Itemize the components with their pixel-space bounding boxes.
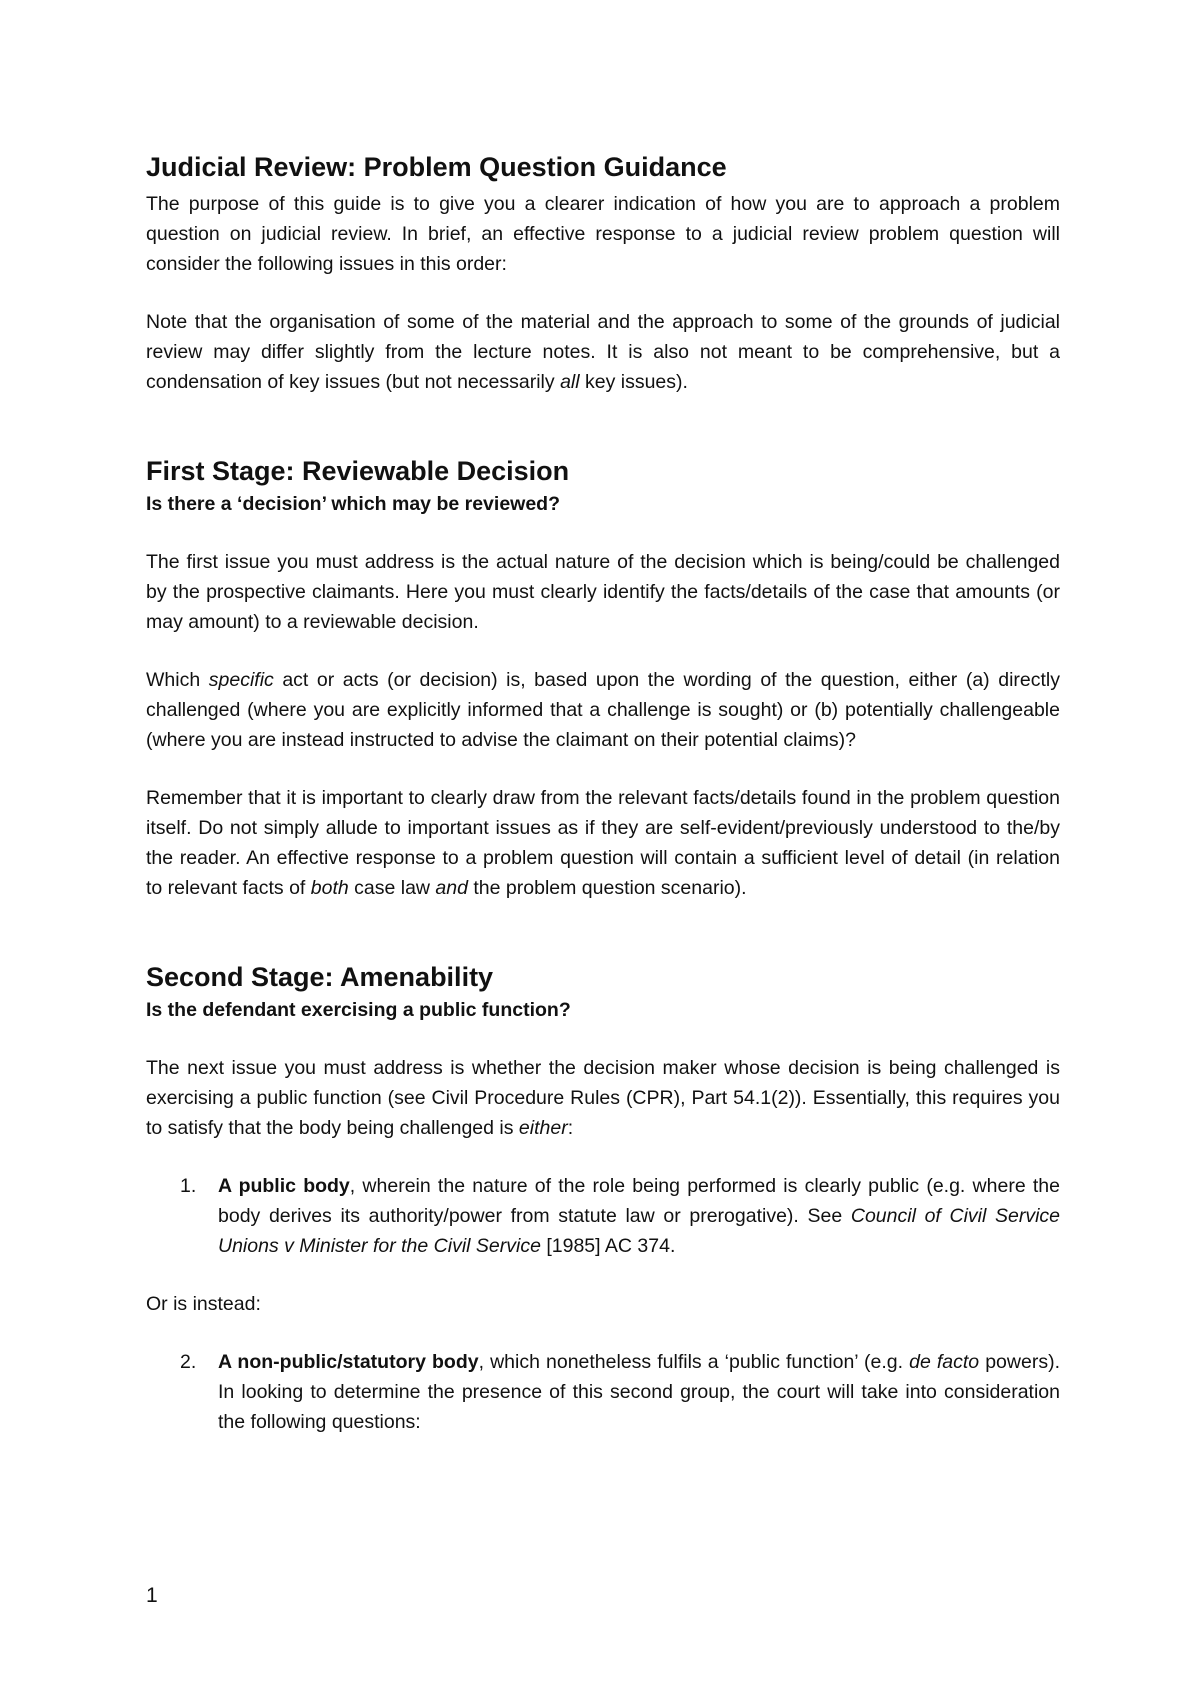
para2-text-b: act or acts (or decision) is, based upon the wording of the question, either (a) directly challenged (where you are explicitly informed that a challenge is sought) or (b) potentially challengeable (where you are instead instructed to advise the claimant on their potential claims)? bbox=[146, 669, 1060, 751]
note-text-b: key issues). bbox=[579, 371, 688, 393]
ss-para1-italic: either bbox=[518, 1117, 568, 1139]
second-stage-heading: Second Stage: Amenability bbox=[146, 962, 494, 992]
para3-text-c: the problem question scenario). bbox=[467, 877, 747, 899]
first-stage-heading: First Stage: Reviewable Decision bbox=[146, 456, 570, 486]
ss-para1-text-b: : bbox=[567, 1117, 574, 1139]
or-instead-text: Or is instead: bbox=[146, 1293, 261, 1315]
para3-text-a: Remember that it is important to clearly draw from the relevant facts/details found in the problem question itself. Do not simply allude to important issues as if they are self-evident/previously understood to the/by the reader. An effective response to a problem question will contain a sufficient level of detail (in relation to relevant facts of bbox=[146, 787, 1060, 899]
list-item-bold: A public body bbox=[218, 1175, 350, 1197]
list-item-non-public-body bbox=[146, 1347, 1060, 1437]
list-item-bold: A non-public/statutory body bbox=[218, 1351, 479, 1373]
amenability-list-1 bbox=[146, 1171, 1060, 1261]
list-item-text-b: powers). In looking to determine the presence of this second group, the court will take into consideration the following questions: bbox=[218, 1351, 1060, 1433]
para3-italic-both: both bbox=[310, 877, 349, 899]
first-stage-paragraph-1: The first issue you must address is the actual nature of the decision which is being/could be challenged by the prospective claimants. Here you must clearly identify the facts/details of the case that amounts (or may amount) to a reviewable decision. bbox=[146, 551, 1060, 633]
first-stage-paragraph-3 bbox=[146, 783, 1060, 903]
para2-text-a: Which bbox=[146, 669, 209, 691]
list-item-public-body bbox=[146, 1171, 1060, 1261]
note-paragraph bbox=[146, 307, 1060, 397]
list-item-italic: de facto bbox=[909, 1351, 980, 1373]
list-item-text-b: [1985] AC 374. bbox=[540, 1235, 676, 1257]
page-title: Judicial Review: Problem Question Guidance bbox=[146, 152, 727, 182]
list-number: 1. bbox=[180, 1175, 197, 1197]
page-number: 1 bbox=[146, 1584, 158, 1607]
ss-para1-text-a: The next issue you must address is whether the decision maker whose decision is being challenged is exercising a public function (see Civil Procedure Rules (CPR), Part 54.1(2)). Essentially, this requires you to satisfy that the body being challenged is bbox=[146, 1057, 1060, 1139]
intro-paragraph: The purpose of this guide is to give you a clearer indication of how you are to approach a problem question on judicial review. In brief, an effective response to a judicial review problem question will consider the following issues in this order: bbox=[146, 193, 1060, 275]
case-citation: Council of Civil Service Unions v Minister for the Civil Service bbox=[218, 1205, 1060, 1257]
first-stage-subheading: Is there a ‘decision’ which may be reviewed? bbox=[146, 493, 560, 515]
second-stage-subheading: Is the defendant exercising a public function? bbox=[146, 999, 571, 1021]
amenability-list-2 bbox=[146, 1347, 1060, 1437]
note-text-a: Note that the organisation of some of the material and the approach to some of the grounds of judicial review may differ slightly from the lecture notes. It is also not meant to be comprehensive, but a condensation of key issues (but not necessarily bbox=[146, 311, 1060, 393]
first-stage-paragraph-2 bbox=[146, 665, 1060, 755]
para3-text-b: case law bbox=[348, 877, 436, 899]
list-item-text-a: , wherein the nature of the role being performed is clearly public (e.g. where the body derives its authority/power from statute law or prerogative). See bbox=[218, 1175, 1060, 1227]
list-number: 2. bbox=[180, 1351, 197, 1373]
note-italic: all bbox=[560, 371, 580, 393]
document-page bbox=[146, 150, 1060, 1437]
para3-italic-and: and bbox=[435, 877, 468, 899]
list-item-text-a: , which nonetheless fulfils a ‘public function’ (e.g. bbox=[478, 1351, 910, 1373]
second-stage-paragraph-1 bbox=[146, 1053, 1060, 1143]
para2-italic: specific bbox=[208, 669, 274, 691]
